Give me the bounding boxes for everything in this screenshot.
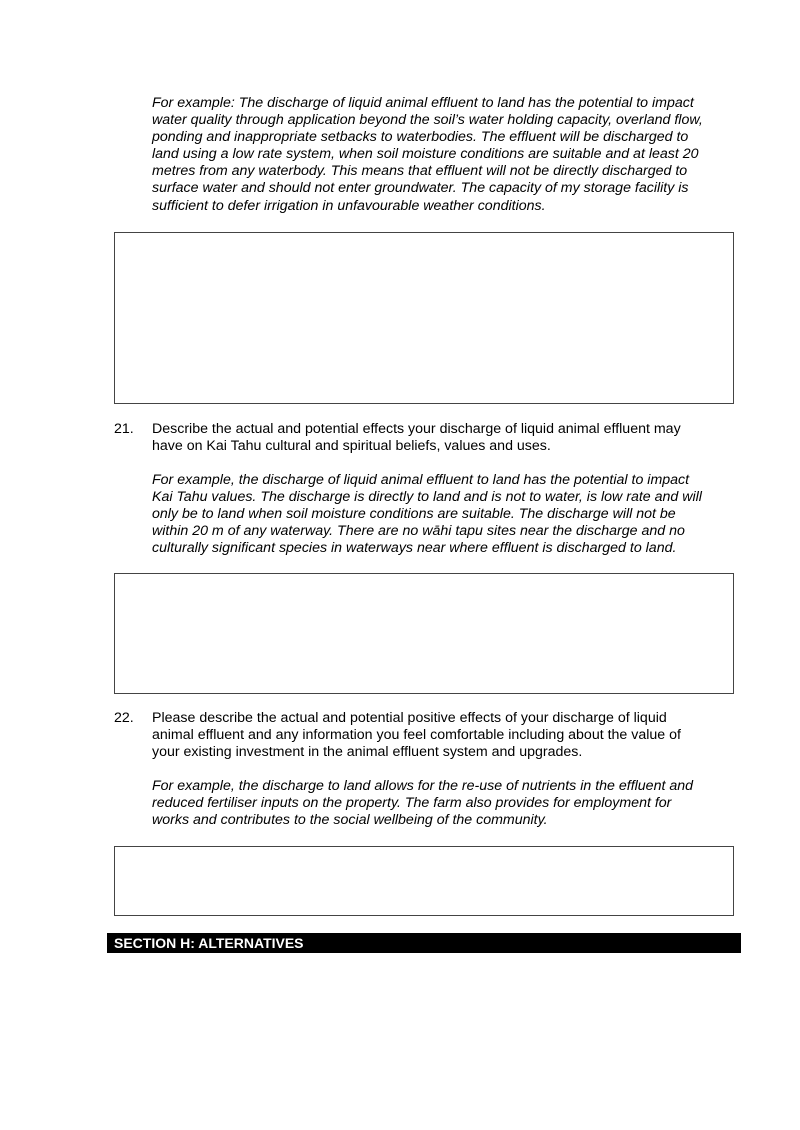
text-line: animal effluent and any information you feel comfortable including about the value of [152, 727, 681, 744]
text-line: reduced fertiliser inputs on the property. The farm also provides for employment for [152, 795, 672, 812]
text-line: within 20 m of any waterway. There are no wāhi tapu sites near the discharge and no [152, 523, 685, 540]
q22-example-text [152, 778, 693, 829]
text-line: metres from any waterbody. This means that effluent will not be directly discharged to [152, 163, 688, 180]
q21-question [152, 421, 681, 455]
q21-number: 21. [114, 421, 134, 437]
text-line: culturally significant species in waterways near where effluent is discharged to land. [152, 540, 677, 557]
text-line: For example, the discharge to land allows for the re-use of nutrients in the effluent and [152, 778, 694, 794]
text-line: For example: The discharge of liquid animal effluent to land has the potential to impact [152, 95, 694, 111]
text-line: Describe the actual and potential effects your discharge of liquid animal effluent may [152, 421, 681, 437]
text-line: only be to land when soil moisture conditions are suitable. The discharge will not be [152, 506, 676, 523]
q22-question [152, 710, 681, 761]
text-line: water quality through application beyond the soil’s water holding capacity, overland flow, [152, 112, 703, 129]
text-line: Kai Tahu values. The discharge is directly to land and is not to water, is low rate and will [152, 489, 702, 506]
text-line: works and contributes to the social wellbeing of the community. [152, 812, 548, 829]
q22-answer-box[interactable] [114, 846, 734, 916]
text-line: ponding and inappropriate setbacks to waterbodies. The effluent will be discharged to [152, 129, 689, 146]
q21-example-text [152, 472, 702, 557]
text-line: sufficient to defer irrigation in unfavourable weather conditions. [152, 197, 546, 214]
q20-example-text [152, 95, 703, 215]
q21-answer-box[interactable] [114, 573, 734, 694]
text-line: Please describe the actual and potential positive effects of your discharge of liquid [152, 710, 667, 726]
text-line: your existing investment in the animal effluent system and upgrades. [152, 744, 583, 761]
q22-number: 22. [114, 710, 134, 726]
section-header: SECTION H: ALTERNATIVES [107, 933, 741, 953]
text-line: surface water and should not enter groundwater. The capacity of my storage facility is [152, 180, 689, 197]
q20-answer-box[interactable] [114, 232, 734, 404]
text-line: have on Kai Tahu cultural and spiritual beliefs, values and uses. [152, 438, 551, 455]
text-line: For example, the discharge of liquid animal effluent to land has the potential to impact [152, 472, 690, 488]
text-line: land using a low rate system, when soil moisture conditions are suitable and at least 20 [152, 146, 699, 163]
